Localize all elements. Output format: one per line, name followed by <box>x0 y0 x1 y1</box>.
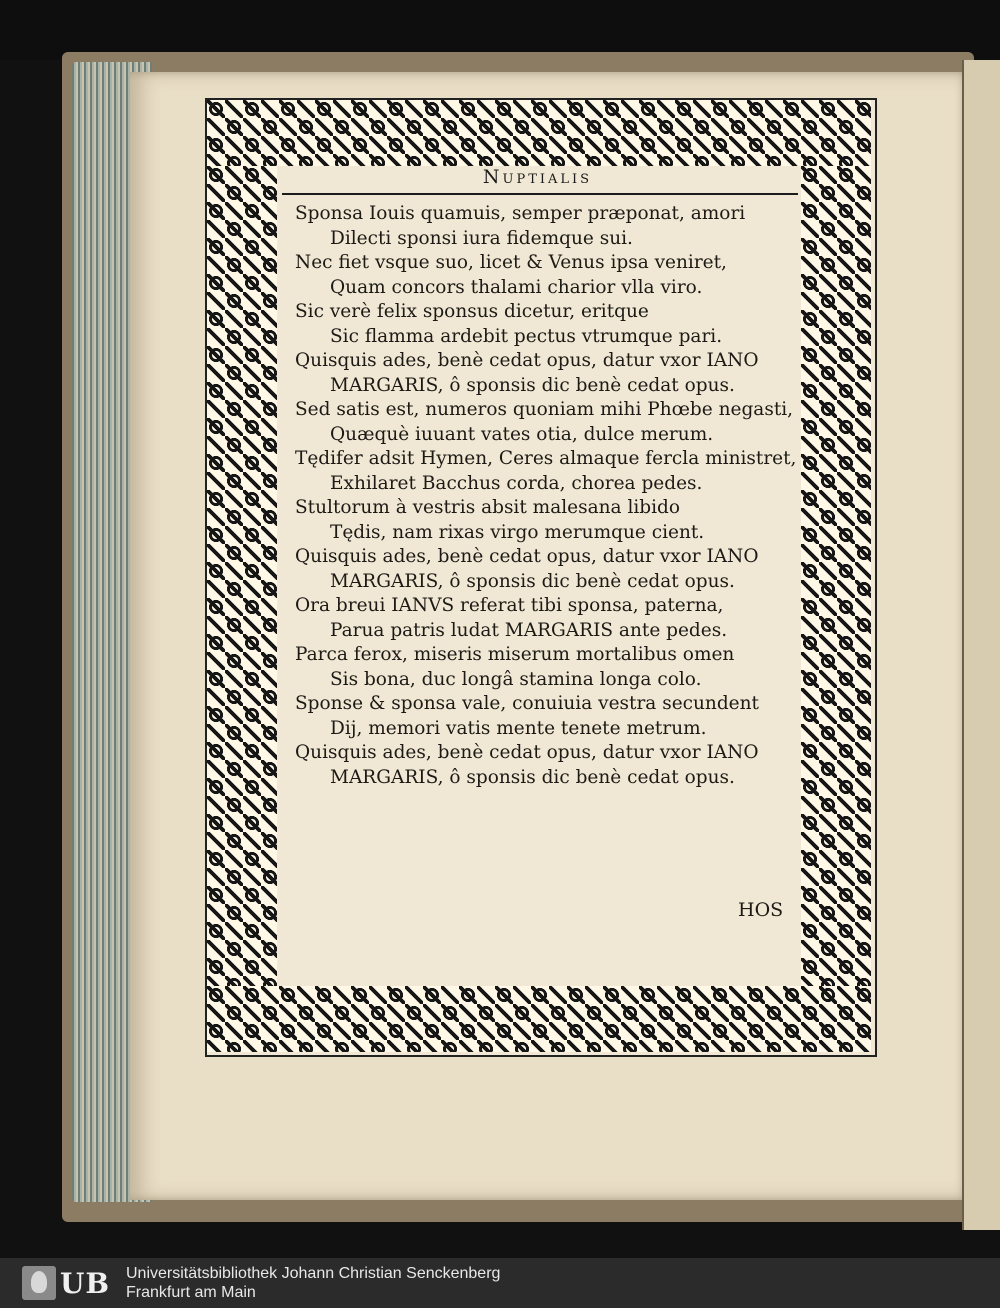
poem-line: MARGARIS, ô sponsis dic benè cedat opus. <box>330 766 735 788</box>
poem-line: Nec fiet vsque suo, licet & Venus ipsa veniret, <box>295 252 727 273</box>
poem-line: Quisquis ades, benè cedat opus, datur vxor IANO <box>295 742 759 763</box>
poem-line: Tędifer adsit Hymen, Ceres almaque fercla ministret, <box>295 448 797 469</box>
poem-line: Parua patris ludat MARGARIS ante pedes. <box>330 619 728 641</box>
poem-line: Quisquis ades, benè cedat opus, datur vxor IANO <box>295 546 759 567</box>
poem-line: Quisquis ades, benè cedat opus, datur vxor IANO <box>295 350 759 371</box>
library-name-line2: Frankfurt am Main <box>126 1284 256 1301</box>
ornament-pattern-left <box>207 166 277 986</box>
poem-line: Ora breui IANVS referat tibi sponsa, paterna, <box>295 595 724 616</box>
poem-line: Stultorum à vestris absit malesana libido <box>295 497 681 518</box>
poem-lines <box>295 202 800 790</box>
poem-line: Exhilaret Bacchus corda, chorea pedes. <box>330 472 703 494</box>
poem-line: Dij, memori vatis mente tenete metrum. <box>330 717 707 739</box>
poem-line: MARGARIS, ô sponsis dic benè cedat opus. <box>330 374 735 396</box>
library-name-line1: Universitätsbibliothek Johann Christian Senckenberg <box>126 1265 501 1282</box>
ornament-border-bottom <box>207 986 871 1052</box>
poem-line: Quam concors thalami charior vlla viro. <box>330 276 703 298</box>
poem-line: Dilecti sponsi iura fidemque sui. <box>330 227 633 249</box>
poem-line: Sed satis est, numeros quoniam mihi Phœbe negasti, <box>295 399 794 420</box>
head-rule <box>282 193 798 195</box>
poem-line: MARGARIS, ô sponsis dic benè cedat opus. <box>330 570 735 592</box>
ornament-pattern-bottom <box>207 986 871 1052</box>
library-name <box>126 1264 500 1302</box>
poem-line: Parca ferox, miseris miserum mortalibus omen <box>295 644 735 665</box>
running-head: Nuptialis <box>482 166 593 188</box>
catchword: HOS <box>738 899 784 921</box>
poem-line: Sic verè felix sponsus dicetur, eritque <box>295 301 649 322</box>
poem-line: Sis bona, duc longâ stamina longa colo. <box>330 668 702 690</box>
poem-line: Sponse & sponsa vale, conuiuia vestra secundent <box>295 693 759 714</box>
ornament-border-top <box>207 100 871 166</box>
ornament-border-right <box>801 166 871 986</box>
logo-text: UB <box>60 1267 111 1300</box>
poem-line: Sic flamma ardebit pectus vtrumque pari. <box>330 325 723 347</box>
ornament-pattern-right <box>801 166 871 986</box>
poem-line: Sponsa Iouis quamuis, semper præponat, amori <box>295 203 746 224</box>
poem-line: Quæquè iuuant vates otia, dulce merum. <box>330 423 714 445</box>
background-shadow <box>0 0 1000 60</box>
ornament-pattern-top <box>207 100 871 166</box>
library-logo[interactable] <box>22 1266 118 1300</box>
library-footer <box>0 1258 1000 1308</box>
ornament-border-left <box>207 166 277 986</box>
facing-page-edge <box>962 60 1000 1230</box>
poem-line: Tędis, nam rixas virgo merumque cient. <box>330 521 705 543</box>
portrait-icon <box>22 1266 56 1300</box>
